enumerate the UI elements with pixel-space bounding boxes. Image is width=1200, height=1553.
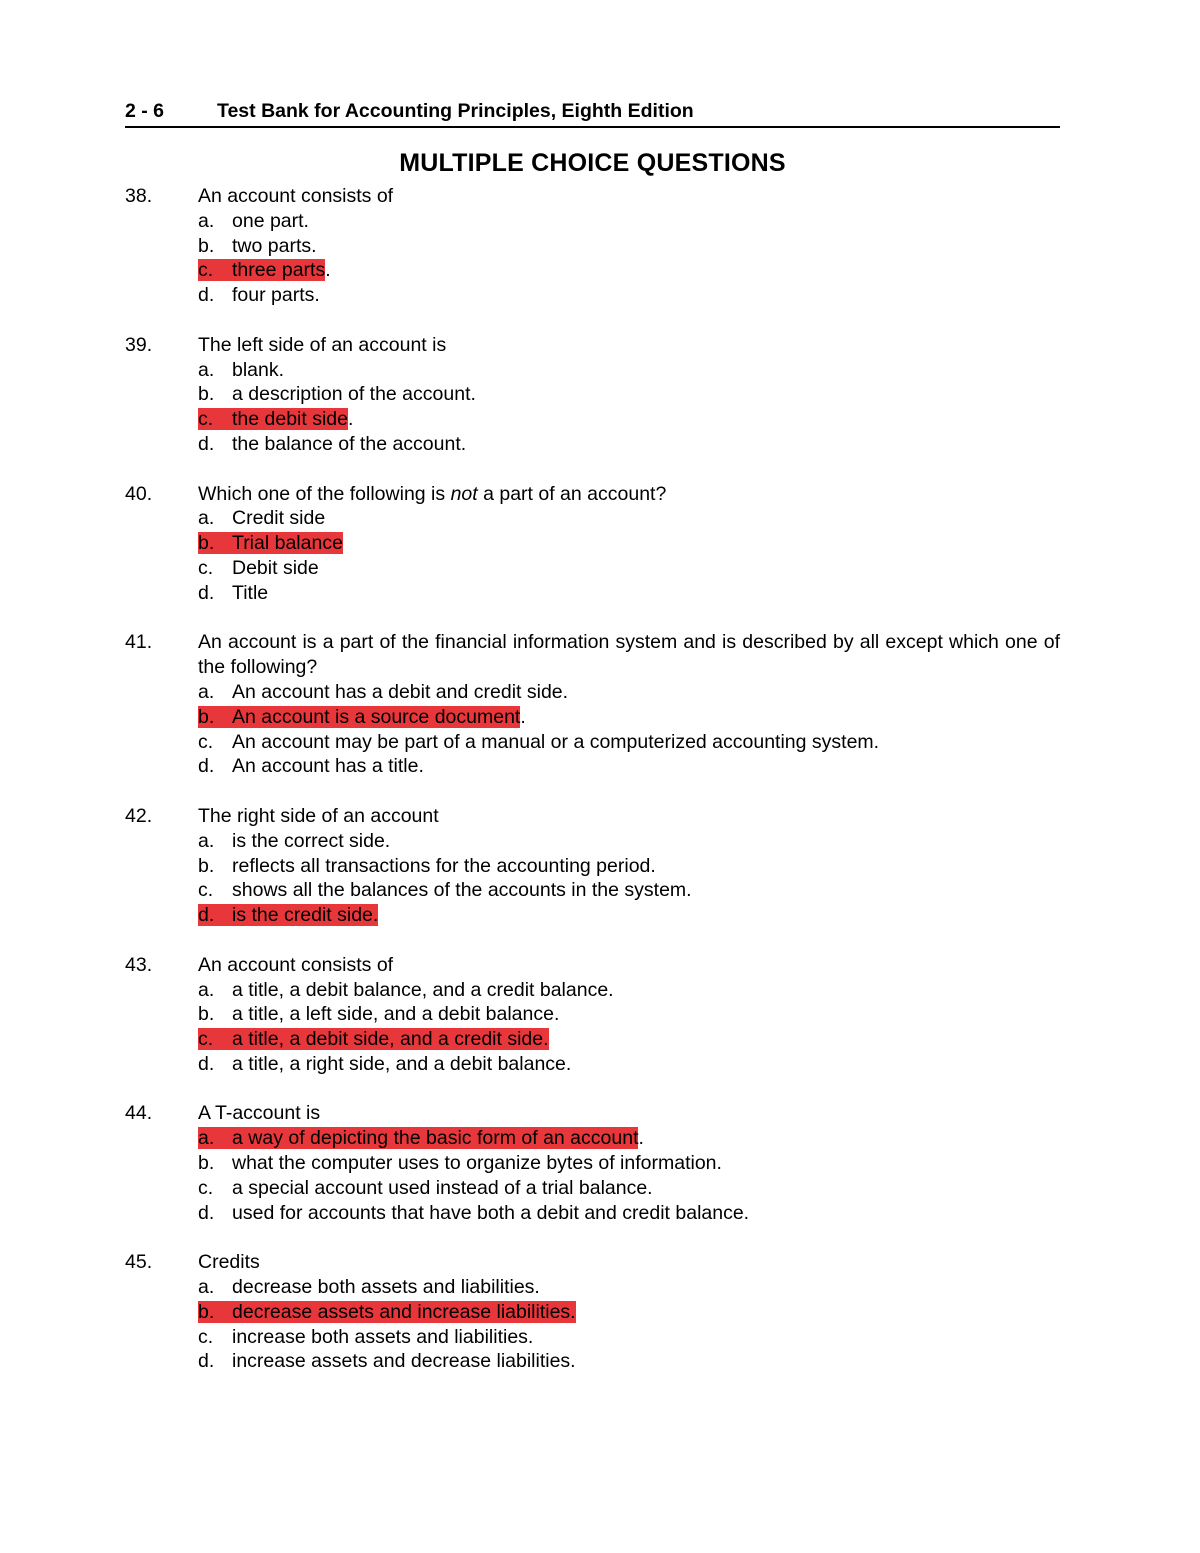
option-letter: d. — [198, 1052, 215, 1075]
answer-options — [198, 978, 1060, 1077]
question-38 — [125, 184, 1060, 308]
answer-option — [198, 754, 1060, 779]
option-text: three parts — [232, 259, 326, 282]
question-stem: The right side of an account — [198, 804, 439, 827]
option-text: is the credit side. — [232, 904, 379, 927]
answer-options — [198, 209, 1060, 308]
highlighted-correct-answer — [198, 532, 343, 554]
option-letter: b. — [198, 705, 215, 728]
option-text: is the correct side. — [232, 829, 391, 852]
question-stem-row — [125, 630, 1060, 680]
option-letter: d. — [198, 1201, 215, 1224]
answer-option — [198, 506, 1060, 531]
answer-option — [198, 1349, 1060, 1374]
option-letter: a. — [198, 1127, 215, 1150]
highlighted-correct-answer — [198, 1127, 638, 1149]
answer-option — [198, 854, 1060, 879]
highlighted-correct-answer — [198, 904, 378, 926]
option-letter: b. — [198, 532, 215, 555]
option-letter: d. — [198, 755, 215, 778]
question-list — [125, 184, 1060, 1374]
option-text: increase both assets and liabilities. — [232, 1325, 534, 1348]
option-trailing-punctuation: . — [638, 1127, 644, 1150]
answer-option — [198, 581, 1060, 606]
answer-option — [198, 1052, 1060, 1077]
question-stem: Credits — [198, 1251, 260, 1274]
question-number: 43. — [125, 953, 153, 976]
option-letter: b. — [198, 1300, 215, 1323]
option-trailing-punctuation: . — [348, 408, 354, 431]
option-text: the balance of the account. — [232, 432, 467, 455]
highlighted-correct-answer — [198, 259, 325, 281]
book-title: Test Bank for Accounting Principles, Eighth Edition — [217, 100, 694, 122]
answer-option — [198, 358, 1060, 383]
question-stem-row — [125, 1101, 1060, 1126]
answer-option — [198, 1002, 1060, 1027]
option-letter: d. — [198, 581, 215, 604]
answer-option — [198, 978, 1060, 1003]
option-text: a title, a debit balance, and a credit balance. — [232, 978, 614, 1001]
question-39 — [125, 333, 1060, 457]
option-text: two parts. — [232, 234, 317, 257]
answer-option — [198, 1126, 1060, 1151]
section-title: MULTIPLE CHOICE QUESTIONS — [399, 149, 786, 177]
answer-option — [198, 829, 1060, 854]
option-text: blank. — [232, 358, 285, 381]
question-stem: An account is a part of the financial information system and is described by all except which one of the following? — [198, 631, 1060, 679]
answer-option — [198, 283, 1060, 308]
option-letter: a. — [198, 978, 215, 1001]
option-letter: c. — [198, 408, 214, 431]
highlighted-correct-answer — [198, 706, 520, 728]
option-letter: c. — [198, 556, 214, 579]
question-stem-part: a part of an account? — [477, 482, 667, 505]
option-letter: a. — [198, 209, 215, 232]
question-number: 44. — [125, 1102, 153, 1125]
option-text: shows all the balances of the accounts in the system. — [232, 879, 692, 902]
option-text: An account has a title. — [232, 755, 424, 778]
question-42 — [125, 804, 1060, 928]
option-text: a special account used instead of a trial balance. — [232, 1176, 653, 1199]
page-number: 2 - 6 — [125, 100, 165, 122]
question-stem-row — [125, 953, 1060, 978]
option-text: four parts. — [232, 284, 320, 307]
option-text: a title, a left side, and a debit balance. — [232, 1003, 560, 1026]
option-letter: c. — [198, 730, 214, 753]
option-text: decrease assets and increase liabilities. — [232, 1300, 576, 1323]
option-text: An account has a debit and credit side. — [232, 680, 569, 703]
option-letter: b. — [198, 383, 215, 406]
question-stem-emphasis: not — [450, 482, 478, 505]
option-text: An account is a source document — [232, 705, 521, 728]
option-trailing-punctuation: . — [520, 705, 526, 728]
question-stem-row — [125, 804, 1060, 829]
question-stem-row — [125, 333, 1060, 358]
option-letter: b. — [198, 1152, 215, 1175]
answer-option — [198, 1201, 1060, 1226]
option-text: used for accounts that have both a debit and credit balance. — [232, 1201, 750, 1224]
question-40 — [125, 482, 1060, 606]
option-letter: d. — [198, 284, 215, 307]
question-stem: The left side of an account is — [198, 333, 447, 356]
answer-options — [198, 1126, 1060, 1225]
question-number: 42. — [125, 804, 153, 827]
document-page — [125, 98, 1060, 1399]
answer-option — [198, 1027, 1060, 1052]
option-text: Credit side — [232, 507, 326, 530]
question-stem: A T-account is — [198, 1102, 321, 1125]
option-letter: a. — [198, 829, 215, 852]
option-text: a way of depicting the basic form of an account — [232, 1127, 639, 1150]
option-letter: b. — [198, 854, 215, 877]
option-text: decrease both assets and liabilities. — [232, 1276, 540, 1299]
answer-option — [198, 432, 1060, 457]
option-letter: a. — [198, 1276, 215, 1299]
answer-options — [198, 1275, 1060, 1374]
option-letter: c. — [198, 879, 214, 902]
answer-option — [198, 1151, 1060, 1176]
answer-option — [198, 1325, 1060, 1350]
question-number: 41. — [125, 631, 153, 654]
option-letter: a. — [198, 358, 215, 381]
answer-options — [198, 829, 1060, 928]
question-43 — [125, 953, 1060, 1077]
answer-option — [198, 234, 1060, 259]
answer-option — [198, 258, 1060, 283]
option-text: Trial balance — [232, 532, 343, 555]
option-letter: b. — [198, 234, 215, 257]
highlighted-correct-answer — [198, 408, 348, 430]
option-text: the debit side — [232, 408, 349, 431]
option-text: what the computer uses to organize bytes of information. — [232, 1152, 722, 1175]
question-number: 40. — [125, 482, 153, 505]
option-letter: c. — [198, 1325, 214, 1348]
question-stem — [198, 482, 1060, 507]
question-stem: An account consists of — [198, 953, 394, 976]
option-text: a description of the account. — [232, 383, 476, 406]
question-number: 45. — [125, 1251, 153, 1274]
answer-option — [198, 1300, 1060, 1325]
option-text: Debit side — [232, 556, 319, 579]
option-letter: d. — [198, 432, 215, 455]
answer-option — [198, 531, 1060, 556]
question-stem-row — [125, 1250, 1060, 1275]
option-letter: d. — [198, 904, 215, 927]
question-45 — [125, 1250, 1060, 1374]
option-letter: b. — [198, 1003, 215, 1026]
question-number: 38. — [125, 185, 153, 207]
option-letter: c. — [198, 259, 214, 282]
page-header — [125, 98, 1060, 128]
highlighted-correct-answer — [198, 1301, 576, 1323]
question-stem: An account consists of — [198, 185, 394, 207]
answer-options — [198, 506, 1060, 605]
answer-option — [198, 556, 1060, 581]
option-letter: c. — [198, 1176, 214, 1199]
option-text: a title, a debit side, and a credit side. — [232, 1028, 549, 1051]
answer-option — [198, 903, 1060, 928]
option-letter: c. — [198, 1028, 214, 1051]
answer-option — [198, 705, 1060, 730]
answer-option — [198, 407, 1060, 432]
question-stem-row — [125, 482, 1060, 507]
answer-option — [198, 878, 1060, 903]
option-text: one part. — [232, 209, 309, 232]
answer-option — [198, 1176, 1060, 1201]
option-trailing-punctuation: . — [325, 259, 331, 282]
option-letter: a. — [198, 680, 215, 703]
question-stem-part: Which one of the following is — [198, 482, 451, 505]
option-letter: d. — [198, 1350, 215, 1373]
answer-option — [198, 680, 1060, 705]
answer-options — [198, 680, 1060, 779]
answer-option — [198, 209, 1060, 234]
option-text: An account may be part of a manual or a computerized accounting system. — [232, 730, 880, 753]
option-text: increase assets and decrease liabilities. — [232, 1350, 576, 1373]
question-44 — [125, 1101, 1060, 1225]
answer-options — [198, 358, 1060, 457]
option-text: Title — [232, 581, 269, 604]
option-text: reflects all transactions for the accounting period. — [232, 854, 656, 877]
option-letter: a. — [198, 507, 215, 530]
option-text: a title, a right side, and a debit balance. — [232, 1052, 572, 1075]
question-number: 39. — [125, 333, 153, 356]
answer-option — [198, 1275, 1060, 1300]
question-41 — [125, 630, 1060, 779]
answer-option — [198, 382, 1060, 407]
highlighted-correct-answer — [198, 1028, 549, 1050]
question-stem-row — [125, 184, 1060, 209]
answer-option — [198, 730, 1060, 755]
